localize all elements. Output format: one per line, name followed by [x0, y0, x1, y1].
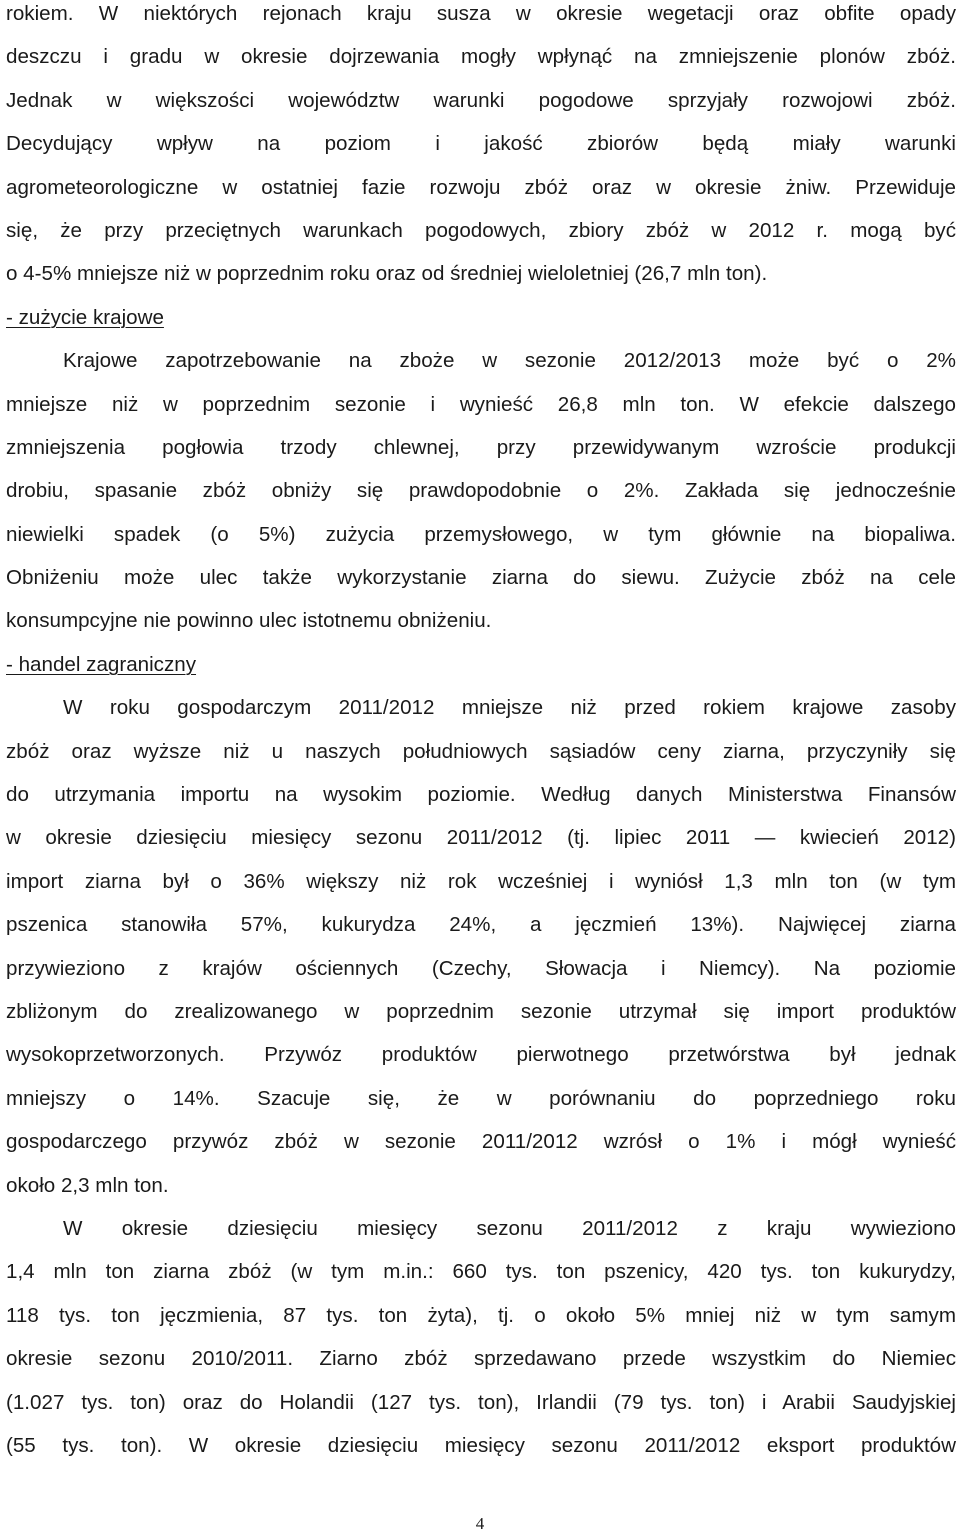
- text-line: około 2,3 mln ton.: [6, 1173, 169, 1197]
- text-line: deszczu i gradu w okresie dojrzewania mogły wpłynąć na zmniejszenie plonów zbóż.: [6, 45, 956, 69]
- text-line: mniejszy o 14%. Szacuje się, że w porównaniu do poprzedniego roku: [6, 1086, 956, 1110]
- text-line: przywieziono z krajów ościennych (Czechy, Słowacja i Niemcy). Na poziomie: [6, 956, 956, 980]
- text-line: 1,4 mln ton ziarna zbóż (w tym m.in.: 660 tys. ton pszenicy, 420 tys. ton kukurydzy,: [6, 1260, 956, 1284]
- text-line: niewielki spadek (o 5%) zużycia przemysłowego, w tym głównie na biopaliwa.: [6, 522, 956, 546]
- text-line: Jednak w większości województw warunki pogodowe sprzyjały rozwojowi zbóż.: [6, 88, 956, 112]
- text-line: agrometeorologiczne w ostatniej fazie rozwoju zbóż oraz w okresie żniw. Przewiduje: [6, 175, 956, 199]
- text-line: pszenica stanowiła 57%, kukurydza 24%, a jęczmień 13%). Najwięcej ziarna: [6, 913, 956, 937]
- page-number: 4: [475, 1514, 485, 1533]
- text-line: konsumpcyjne nie powinno ulec istotnemu obniżeniu.: [6, 609, 492, 633]
- text-line: drobiu, spasanie zbóż obniży się prawdopodobnie o 2%. Zakłada się jednocześnie: [6, 479, 956, 503]
- text-line: W okresie dziesięciu miesięcy sezonu 2011/2012 z kraju wywieziono: [63, 1216, 956, 1240]
- text-line: wysokoprzetworzonych. Przywóz produktów pierwotnego przetwórstwa był jednak: [6, 1043, 956, 1067]
- text-line: 118 tys. ton jęczmienia, 87 tys. ton żyta), tj. o około 5% mniej niż w tym samym: [6, 1303, 956, 1327]
- text-line: Krajowe zapotrzebowanie na zboże w sezonie 2012/2013 może być o 2%: [63, 349, 956, 373]
- text-line: Decydujący wpływ na poziom i jakość zbiorów będą miały warunki: [6, 132, 956, 156]
- text-line: w okresie dziesięciu miesięcy sezonu 2011/2012 (tj. lipiec 2011 — kwiecień 2012): [6, 826, 956, 850]
- text-line: import ziarna był o 36% większy niż rok wcześniej i wyniósł 1,3 mln ton (w tym: [6, 869, 956, 893]
- text-line: gospodarczego przywóz zbóż w sezonie 2011/2012 wzrósł o 1% i mógł wynieść: [6, 1130, 956, 1154]
- text-line: zbóż oraz wyższe niż u naszych południowych sąsiadów ceny ziarna, przyczyniły się: [6, 739, 956, 763]
- text-line: okresie sezonu 2010/2011. Ziarno zbóż sprzedawano przede wszystkim do Niemiec: [6, 1347, 956, 1371]
- text-line: (55 tys. ton). W okresie dziesięciu miesięcy sezonu 2011/2012 eksport produktów: [6, 1433, 956, 1457]
- text-line: do utrzymania importu na wysokim poziomie. Według danych Ministerstwa Finansów: [6, 783, 956, 807]
- section-heading-text: - zużycie krajowe: [6, 305, 164, 329]
- text-line: zmniejszenia pogłowia trzody chlewnej, przy przewidywanym wzroście produkcji: [6, 435, 956, 459]
- text-line: W roku gospodarczym 2011/2012 mniejsze niż przed rokiem krajowe zasoby: [63, 696, 956, 720]
- text-line: się, że przy przeciętnych warunkach pogodowych, zbiory zbóż w 2012 r. mogą być: [6, 218, 956, 242]
- section-heading: [6, 643, 956, 686]
- text-line: o 4-5% mniejsze niż w poprzednim roku oraz od średniej wieloletniej (26,7 mln ton).: [6, 262, 768, 286]
- section-heading: [6, 296, 956, 339]
- text-line: (1.027 tys. ton) oraz do Holandii (127 tys. ton), Irlandii (79 tys. ton) i Arabii Saudyjskiej: [6, 1390, 956, 1414]
- text-line: zbliżonym do zrealizowanego w poprzednim sezonie utrzymał się import produktów: [6, 999, 956, 1023]
- document-page: [6, 0, 956, 1467]
- section-heading-text: - handel zagraniczny: [6, 652, 197, 676]
- text-line: mniejsze niż w poprzednim sezonie i wynieść 26,8 mln ton. W efekcie dalszego: [6, 392, 956, 416]
- text-line: rokiem. W niektórych rejonach kraju susza w okresie wegetacji oraz obfite opady: [6, 2, 956, 25]
- text-line: Obniżeniu może ulec także wykorzystanie ziarna do siewu. Zużycie zbóż na cele: [6, 566, 956, 590]
